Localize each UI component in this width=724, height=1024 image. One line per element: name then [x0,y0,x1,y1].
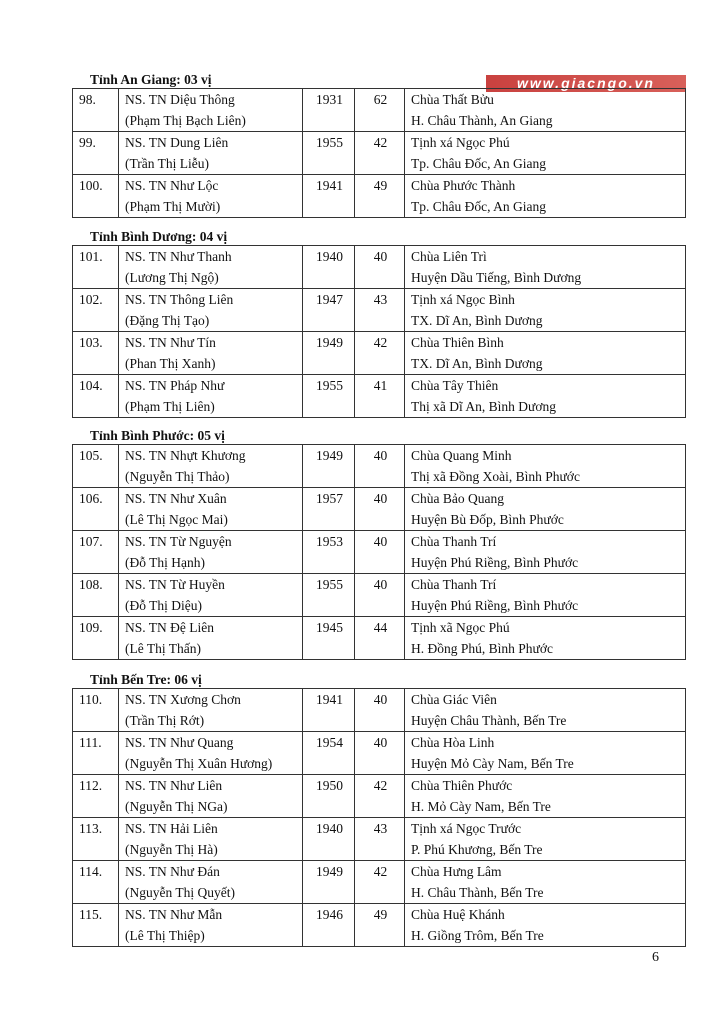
temple-name: Chùa Liên Trì [411,249,487,264]
age-cell [355,89,405,132]
row-number-cell [73,732,119,775]
section-title: Tỉnh An Giang: 03 vị [90,72,212,87]
birth-year-cell [303,246,355,289]
row-number-cell [73,689,119,732]
lay-name: (Lê Thị Thiệp) [125,927,205,943]
age-cell [355,445,405,488]
row-number: 111. [79,735,102,750]
row-number: 113. [79,821,103,836]
birth-year-cell [303,689,355,732]
age-value: 42 [373,864,388,879]
table-row [73,488,686,531]
table-row [73,904,686,947]
row-number: 109. [79,620,103,635]
age-value: 42 [373,335,388,350]
age-cell [355,861,405,904]
age-value: 40 [373,534,388,549]
temple-name: Chùa Thất Bửu [411,92,494,107]
place-cell [405,175,686,218]
dharma-name: NS. TN Từ Huyền [125,577,225,592]
lay-name: (Đặng Thị Tạo) [125,312,210,328]
lay-name: (Phạm Thị Liên) [125,398,215,414]
age-cell [355,332,405,375]
birth-year: 1955 [316,378,343,393]
birth-year: 1947 [316,292,343,307]
row-number-cell [73,904,119,947]
temple-name: Chùa Giác Viên [411,692,497,707]
place-cell [405,488,686,531]
birth-year-cell [303,175,355,218]
birth-year: 1941 [316,692,343,707]
row-number-cell [73,289,119,332]
age-value: 40 [373,491,388,506]
row-number-cell [73,617,119,660]
birth-year: 1940 [316,249,343,264]
place-cell [405,445,686,488]
temple-name: Tịnh xã Ngọc Phú [411,620,510,635]
temple-name: Tịnh xá Ngọc Trước [411,821,522,836]
age-value: 49 [373,178,388,193]
place-cell [405,289,686,332]
row-number: 98. [79,92,96,107]
lay-name: (Nguyễn Thị Xuân Hương) [125,755,273,771]
temple-location: Huyện Châu Thành, Bến Tre [411,712,567,728]
temple-location: P. Phú Khương, Bến Tre [411,841,543,857]
table-row [73,775,686,818]
temple-name: Chùa Phước Thành [411,178,516,193]
name-cell [119,861,303,904]
age-cell [355,689,405,732]
birth-year: 1949 [316,448,343,463]
temple-name: Chùa Huệ Khánh [411,907,505,922]
row-number: 110. [79,692,103,707]
temple-name: Chùa Quang Minh [411,448,512,463]
dharma-name: NS. TN Như Đán [125,864,220,879]
row-number-cell [73,574,119,617]
age-value: 40 [373,735,388,750]
table-row [73,289,686,332]
birth-year-cell [303,445,355,488]
table-row [73,861,686,904]
birth-year: 1950 [316,778,343,793]
age-cell [355,775,405,818]
birth-year: 1953 [316,534,343,549]
birth-year-cell [303,375,355,418]
age-cell [355,818,405,861]
age-value: 42 [373,135,388,150]
dharma-name: NS. TN Hải Liên [125,821,218,836]
name-cell [119,488,303,531]
watermark-banner: www.giacngo.vn [486,75,686,92]
temple-name: Chùa Tây Thiên [411,378,499,393]
lay-name: (Lương Thị Ngộ) [125,269,219,285]
birth-year: 1941 [316,178,343,193]
row-number: 102. [79,292,103,307]
table-row [73,574,686,617]
dharma-name: NS. TN Xương Chơn [125,692,241,707]
age-value: 41 [373,378,388,393]
temple-location: Tp. Châu Đốc, An Giang [411,155,546,171]
lay-name: (Đỗ Thị Hạnh) [125,554,205,570]
table-row [73,375,686,418]
name-cell [119,531,303,574]
row-number: 103. [79,335,103,350]
temple-location: Huyện Mỏ Cày Nam, Bến Tre [411,755,574,771]
name-cell [119,617,303,660]
row-number: 104. [79,378,103,393]
row-number-cell [73,488,119,531]
row-number-cell [73,818,119,861]
name-cell [119,375,303,418]
place-cell [405,332,686,375]
age-cell [355,132,405,175]
table-row [73,175,686,218]
table-row [73,617,686,660]
birth-year-cell [303,574,355,617]
table-row [73,689,686,732]
birth-year: 1949 [316,864,343,879]
place-cell [405,861,686,904]
birth-year-cell [303,89,355,132]
name-cell [119,775,303,818]
temple-location: H. Giồng Trôm, Bến Tre [411,927,544,943]
section-title: Tỉnh Bình Phước: 05 vị [90,428,225,443]
lay-name: (Trần Thị Liễu) [125,155,209,171]
row-number-cell [73,246,119,289]
age-cell [355,375,405,418]
temple-name: Chùa Thiên Phước [411,778,513,793]
name-cell [119,132,303,175]
name-cell [119,332,303,375]
lay-name: (Phan Thị Xanh) [125,355,216,371]
age-cell [355,904,405,947]
age-value: 40 [373,448,388,463]
name-cell [119,732,303,775]
row-number: 101. [79,249,103,264]
row-number-cell [73,375,119,418]
age-cell [355,175,405,218]
name-cell [119,289,303,332]
table-row [73,246,686,289]
age-value: 62 [373,92,388,107]
section-title: Tỉnh Bình Dương: 04 vị [90,229,228,244]
row-number-cell [73,445,119,488]
place-cell [405,689,686,732]
page-number: 6 [652,950,659,965]
birth-year-cell [303,289,355,332]
nun-table [72,688,686,947]
age-cell [355,246,405,289]
temple-name: Chùa Bảo Quang [411,491,504,506]
lay-name: (Lê Thị Ngọc Mai) [125,511,228,527]
temple-location: Tp. Châu Đốc, An Giang [411,198,546,214]
dharma-name: NS. TN Như Tín [125,335,216,350]
lay-name: (Phạm Thị Mười) [125,198,221,214]
lay-name: (Lê Thị Thấn) [125,640,201,656]
dharma-name: NS. TN Như Xuân [125,491,227,506]
birth-year-cell [303,818,355,861]
birth-year-cell [303,132,355,175]
temple-location: Huyện Bù Đốp, Bình Phước [411,511,564,527]
dharma-name: NS. TN Dung Liên [125,135,229,150]
age-value: 44 [373,620,388,635]
temple-location: Huyện Phú Riềng, Bình Phước [411,554,579,570]
temple-name: Chùa Thanh Trí [411,534,497,549]
dharma-name: NS. TN Từ Nguyện [125,534,232,549]
temple-location: Thị xã Đồng Xoài, Bình Phước [411,468,580,484]
birth-year-cell [303,617,355,660]
row-number-cell [73,531,119,574]
birth-year: 1955 [316,577,343,592]
birth-year-cell [303,861,355,904]
name-cell [119,445,303,488]
temple-name: Tịnh xá Ngọc Bình [411,292,515,307]
table-row [73,531,686,574]
age-value: 40 [373,692,388,707]
nun-table [72,88,686,218]
temple-location: H. Châu Thành, An Giang [411,112,553,128]
birth-year-cell [303,531,355,574]
birth-year-cell [303,732,355,775]
place-cell [405,732,686,775]
lay-name: (Nguyễn Thị NGa) [125,798,228,814]
birth-year-cell [303,332,355,375]
birth-year-cell [303,775,355,818]
place-cell [405,132,686,175]
row-number-cell [73,175,119,218]
section-title: Tỉnh Bến Tre: 06 vị [90,672,202,687]
temple-location: Thị xã Dĩ An, Bình Dương [411,398,556,414]
row-number: 105. [79,448,103,463]
birth-year: 1946 [316,907,343,922]
temple-name: Tịnh xá Ngọc Phú [411,135,510,150]
age-cell [355,732,405,775]
place-cell [405,574,686,617]
temple-location: TX. Dĩ An, Bình Dương [411,355,543,371]
temple-location: TX. Dĩ An, Bình Dương [411,312,543,328]
birth-year: 1931 [316,92,343,107]
birth-year: 1940 [316,821,343,836]
dharma-name: NS. TN Thông Liên [125,292,234,307]
place-cell [405,375,686,418]
age-value: 42 [373,778,388,793]
birth-year: 1949 [316,335,343,350]
nun-table [72,245,686,418]
row-number-cell [73,861,119,904]
age-cell [355,289,405,332]
age-value: 40 [373,577,388,592]
row-number-cell [73,89,119,132]
age-cell [355,617,405,660]
dharma-name: NS. TN Như Quang [125,735,234,750]
lay-name: (Phạm Thị Bạch Liên) [125,112,246,128]
row-number: 108. [79,577,103,592]
place-cell [405,775,686,818]
dharma-name: NS. TN Như Lộc [125,178,219,193]
place-cell [405,89,686,132]
nun-table [72,444,686,660]
dharma-name: NS. TN Pháp Như [125,378,225,393]
place-cell [405,904,686,947]
birth-year-cell [303,488,355,531]
table-row [73,332,686,375]
name-cell [119,904,303,947]
temple-name: Chùa Hòa Linh [411,735,495,750]
row-number: 106. [79,491,103,506]
dharma-name: NS. TN Như Mẫn [125,907,223,922]
dharma-name: NS. TN Như Thanh [125,249,232,264]
table-row [73,89,686,132]
place-cell [405,531,686,574]
birth-year: 1954 [316,735,343,750]
row-number: 100. [79,178,103,193]
name-cell [119,689,303,732]
row-number: 115. [79,907,103,922]
dharma-name: NS. TN Diệu Thông [125,92,235,107]
birth-year-cell [303,904,355,947]
name-cell [119,175,303,218]
temple-location: H. Đồng Phú, Bình Phước [411,640,553,656]
row-number-cell [73,775,119,818]
age-value: 43 [373,292,388,307]
temple-location: Huyện Dầu Tiếng, Bình Dương [411,269,582,285]
name-cell [119,818,303,861]
temple-location: H. Mỏ Cày Nam, Bến Tre [411,798,551,814]
row-number: 107. [79,534,103,549]
table-row [73,445,686,488]
temple-name: Chùa Thanh Trí [411,577,497,592]
temple-location: H. Châu Thành, Bến Tre [411,884,544,900]
age-cell [355,488,405,531]
place-cell [405,818,686,861]
dharma-name: NS. TN Nhựt Khương [125,448,246,463]
table-row [73,818,686,861]
age-value: 40 [373,249,388,264]
place-cell [405,617,686,660]
lay-name: (Nguyễn Thị Quyết) [125,884,235,900]
age-value: 43 [373,821,388,836]
row-number: 112. [79,778,103,793]
age-cell [355,574,405,617]
birth-year: 1955 [316,135,343,150]
temple-location: Huyện Phú Riềng, Bình Phước [411,597,579,613]
row-number: 114. [79,864,103,879]
age-value: 49 [373,907,388,922]
dharma-name: NS. TN Như Liên [125,778,223,793]
place-cell [405,246,686,289]
age-cell [355,531,405,574]
temple-name: Chùa Thiên Bình [411,335,504,350]
temple-name: Chùa Hưng Lâm [411,864,502,879]
lay-name: (Trần Thị Rớt) [125,712,205,728]
name-cell [119,574,303,617]
table-row [73,732,686,775]
name-cell [119,246,303,289]
lay-name: (Đỗ Thị Diệu) [125,597,202,613]
birth-year: 1945 [316,620,343,635]
lay-name: (Nguyễn Thị Thảo) [125,468,230,484]
birth-year: 1957 [316,491,343,506]
row-number-cell [73,132,119,175]
lay-name: (Nguyễn Thị Hà) [125,841,218,857]
table-row [73,132,686,175]
row-number-cell [73,332,119,375]
row-number: 99. [79,135,96,150]
dharma-name: NS. TN Đệ Liên [125,620,214,635]
name-cell [119,89,303,132]
